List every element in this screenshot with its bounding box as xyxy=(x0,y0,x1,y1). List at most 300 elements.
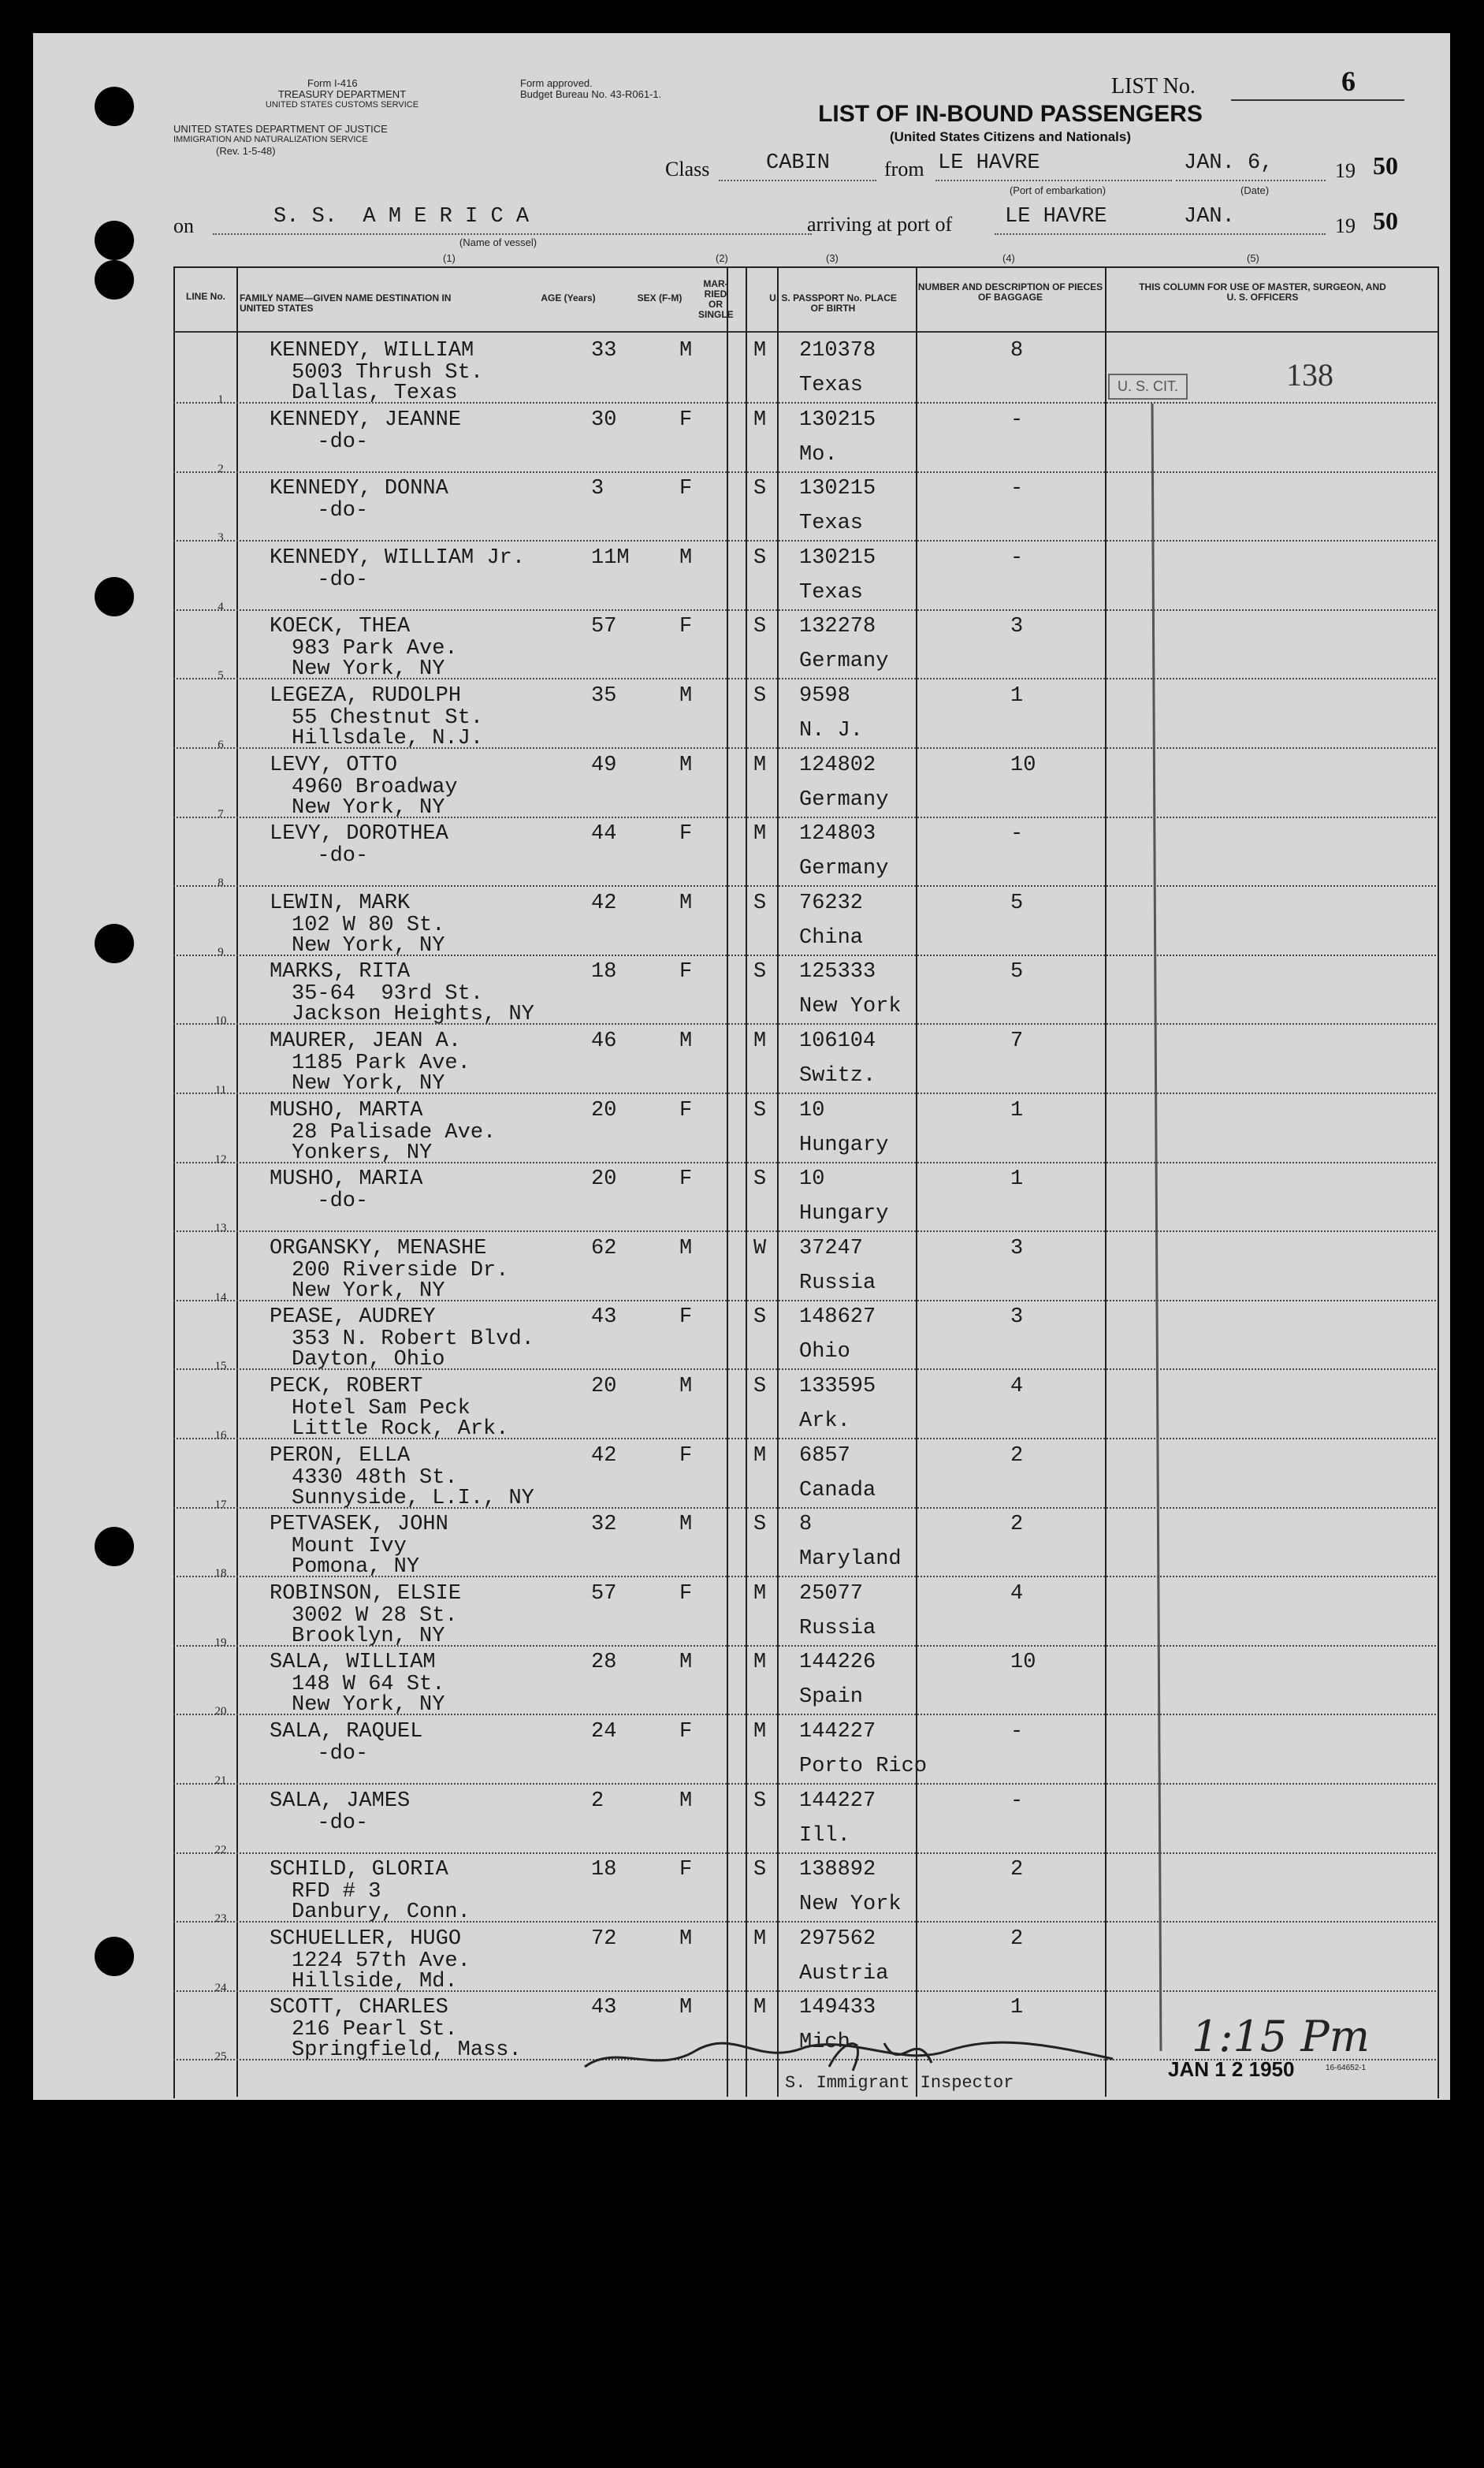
age-value: 49 xyxy=(591,753,617,777)
age-value: 30 xyxy=(591,408,617,432)
marital-value: S xyxy=(753,545,767,570)
address-line-2: Pomona, NY xyxy=(292,1555,420,1580)
header-name: FAMILY NAME—GIVEN NAME DESTINATION IN UNITED STATES xyxy=(240,292,452,314)
age-value: 33 xyxy=(591,339,617,363)
punch-hole xyxy=(95,260,134,300)
punch-hole xyxy=(95,1527,134,1566)
passenger-name: SALA, JAMES xyxy=(270,1789,411,1813)
line-number: 10 xyxy=(214,1014,227,1028)
form-sheet xyxy=(33,33,1450,2100)
address-line-1: 200 Riverside Dr. xyxy=(292,1258,509,1282)
treasury-label: TREASURY DEPARTMENT xyxy=(277,88,407,100)
count-note: 138 xyxy=(1286,357,1333,393)
passenger-row xyxy=(173,1646,1436,1718)
passenger-name: PECK, ROBERT xyxy=(270,1375,423,1398)
passenger-name: MARKS, RITA xyxy=(270,960,411,985)
place-of-birth: Austria xyxy=(799,1961,889,1986)
age-value: 2 xyxy=(591,1789,604,1813)
baggage-count: 3 xyxy=(1010,1236,1024,1260)
age-value: 32 xyxy=(591,1513,617,1537)
inspector-signature xyxy=(569,2019,1136,2083)
passport-number: 6857 xyxy=(799,1443,850,1468)
address-line-2: New York, NY xyxy=(292,1279,445,1303)
sex-value: F xyxy=(679,408,693,432)
passport-number: 124802 xyxy=(799,753,876,777)
baggage-count: 4 xyxy=(1010,1581,1024,1606)
passport-number: 130215 xyxy=(799,408,876,432)
sex-value: F xyxy=(679,615,693,639)
place-of-birth: Texas xyxy=(799,512,864,536)
place-of-birth: New York xyxy=(799,995,902,1019)
baggage-count: 8 xyxy=(1010,339,1024,363)
line-number: 13 xyxy=(214,1222,227,1235)
passenger-name: SCHUELLER, HUGO xyxy=(270,1926,462,1951)
address-line-1: 353 N. Robert Blvd. xyxy=(292,1327,534,1352)
passport-number: 297562 xyxy=(799,1926,876,1951)
age-value: 24 xyxy=(591,1720,617,1744)
sex-value: M xyxy=(679,1996,693,2020)
passport-number: 10 xyxy=(799,1098,825,1122)
col-num-1: (1) xyxy=(443,252,456,264)
date-year-prefix: 19 xyxy=(1335,159,1356,182)
passenger-row xyxy=(173,1094,1436,1166)
marital-value: S xyxy=(753,1305,767,1330)
sex-value: M xyxy=(679,545,693,570)
vessel-note: (Name of vessel) xyxy=(459,236,537,248)
passenger-row xyxy=(173,542,1436,611)
age-value: 57 xyxy=(591,615,617,639)
passenger-name: LEVY, OTTO xyxy=(270,753,398,777)
address-line-1: -do- xyxy=(292,1742,369,1766)
arriving-label: arriving at port of xyxy=(807,213,953,236)
header-married: MAR-RIED OR SINGLE xyxy=(698,278,734,320)
place-of-birth: Ill. xyxy=(799,1823,850,1848)
address-line-2: Brooklyn, NY xyxy=(292,1624,445,1648)
place-of-birth: Texas xyxy=(799,580,864,605)
passenger-name: KOECK, THEA xyxy=(270,615,411,639)
place-of-birth: Hungary xyxy=(799,1202,889,1227)
marital-value: M xyxy=(753,753,767,777)
address-line-1: 1224 57th Ave. xyxy=(292,1949,470,1973)
header-baggage: NUMBER AND DESCRIPTION OF PIECES OF BAGGAGE xyxy=(917,281,1103,303)
line-number: 14 xyxy=(214,1290,227,1304)
passenger-name: SALA, RAQUEL xyxy=(270,1720,423,1744)
passport-number: 133595 xyxy=(799,1375,876,1398)
address-line-1: 5003 Thrush St. xyxy=(292,361,484,385)
passenger-name: SCHILD, GLORIA xyxy=(270,1858,448,1882)
age-value: 20 xyxy=(591,1167,617,1192)
passenger-row xyxy=(173,1715,1436,1785)
marital-value: S xyxy=(753,1098,767,1122)
age-value: 43 xyxy=(591,1996,617,2020)
passenger-name: MAURER, JEAN A. xyxy=(270,1029,462,1053)
marital-value: W xyxy=(753,1236,767,1260)
baggage-count: 4 xyxy=(1010,1375,1024,1398)
sex-value: F xyxy=(679,960,693,985)
place-of-birth: Texas xyxy=(799,374,864,397)
date-stamp: JAN 1 2 1950 xyxy=(1168,2057,1295,2081)
age-value: 72 xyxy=(591,1926,617,1951)
passenger-row xyxy=(173,955,1436,1028)
age-value: 20 xyxy=(591,1098,617,1122)
age-value: 44 xyxy=(591,822,617,847)
passenger-row xyxy=(173,472,1436,545)
address-line-2: Dallas, Texas xyxy=(292,382,458,405)
class-value: CABIN xyxy=(766,151,831,175)
sex-value: M xyxy=(679,1236,693,1260)
passport-number: 144226 xyxy=(799,1651,876,1675)
address-line-1: 102 W 80 St. xyxy=(292,913,445,937)
line-number: 9 xyxy=(218,945,224,959)
marital-value: M xyxy=(753,1581,767,1606)
passenger-name: KENNEDY, DONNA xyxy=(270,477,448,501)
address-line-2: New York, NY xyxy=(292,1072,445,1096)
age-value: 28 xyxy=(591,1651,617,1675)
age-value: 46 xyxy=(591,1029,617,1053)
passenger-row xyxy=(173,1577,1436,1647)
marital-value: S xyxy=(753,1167,767,1192)
place-of-birth: China xyxy=(799,925,864,950)
sex-value: F xyxy=(679,477,693,501)
place-of-birth: Canada xyxy=(799,1478,876,1502)
address-line-1: 55 Chestnut St. xyxy=(292,706,484,730)
passenger-row xyxy=(173,1301,1436,1373)
line-number: 1 xyxy=(218,393,224,406)
marital-value: M xyxy=(753,1720,767,1744)
line-number: 18 xyxy=(214,1567,227,1580)
punch-hole xyxy=(95,1937,134,1976)
passport-number: 149433 xyxy=(799,1996,876,2020)
sex-value: M xyxy=(679,1029,693,1053)
line-number: 2 xyxy=(218,462,224,475)
age-value: 11M xyxy=(591,545,630,570)
marital-value: M xyxy=(753,1996,767,2020)
place-of-birth: Germany xyxy=(799,857,889,881)
budget-label: Budget Bureau No. 43-R061-1. xyxy=(520,88,662,100)
passenger-row xyxy=(173,1232,1436,1304)
passenger-row xyxy=(173,887,1436,959)
sex-value: M xyxy=(679,1651,693,1675)
passenger-name: KENNEDY, WILLIAM xyxy=(270,339,474,363)
passport-number: 106104 xyxy=(799,1029,876,1053)
baggage-count: 2 xyxy=(1010,1926,1024,1951)
marital-value: M xyxy=(753,1029,767,1053)
passenger-name: LEGEZA, RUDOLPH xyxy=(270,684,462,708)
passenger-name: MUSHO, MARTA xyxy=(270,1098,423,1122)
place-of-birth: Hungary xyxy=(799,1133,889,1157)
age-value: 3 xyxy=(591,477,604,501)
sex-value: F xyxy=(679,1167,693,1192)
marital-value: M xyxy=(753,408,767,432)
baggage-count: - xyxy=(1010,822,1024,847)
passenger-row xyxy=(173,1025,1436,1094)
address-line-1: 1185 Park Ave. xyxy=(292,1052,470,1075)
age-value: 18 xyxy=(591,960,617,985)
place-of-birth: Mo. xyxy=(799,442,838,467)
baggage-count: 10 xyxy=(1010,1651,1036,1675)
baggage-count: 2 xyxy=(1010,1513,1024,1537)
passenger-name: SALA, WILLIAM xyxy=(270,1651,436,1675)
passport-number: 124803 xyxy=(799,822,876,847)
address-line-1: RFD # 3 xyxy=(292,1880,381,1904)
line-number: 22 xyxy=(214,1843,227,1856)
punch-hole xyxy=(95,577,134,616)
marital-value: S xyxy=(753,891,767,915)
line-number: 4 xyxy=(218,600,224,613)
marital-value: S xyxy=(753,1858,767,1882)
place-of-birth: Switz. xyxy=(799,1064,876,1088)
line-number: 17 xyxy=(214,1498,227,1511)
passenger-row xyxy=(173,1923,1436,1992)
baggage-count: 7 xyxy=(1010,1029,1024,1053)
address-line-1: -do- xyxy=(292,1189,369,1214)
marital-value: M xyxy=(753,339,767,363)
passenger-row xyxy=(173,817,1436,890)
time-note: 1:15 Pm xyxy=(1192,2012,1370,2061)
passport-number: 25077 xyxy=(799,1581,864,1606)
sex-value: F xyxy=(679,1098,693,1122)
line-number: 24 xyxy=(214,1981,227,1994)
embark-note: (Port of embarkation) xyxy=(1009,184,1106,196)
passport-number: 130215 xyxy=(799,545,876,570)
marital-value: S xyxy=(753,960,767,985)
marital-value: S xyxy=(753,1375,767,1398)
header-line-no: LINE No. xyxy=(186,291,225,302)
passport-number: 210378 xyxy=(799,339,876,363)
passenger-name: KENNEDY, JEANNE xyxy=(270,408,462,432)
line-number: 19 xyxy=(214,1636,227,1649)
marital-value: S xyxy=(753,1789,767,1813)
address-line-1: 4330 48th St. xyxy=(292,1465,458,1490)
address-line-1: 28 Palisade Ave. xyxy=(292,1120,497,1145)
passport-number: 132278 xyxy=(799,615,876,639)
marital-value: M xyxy=(753,822,767,847)
baggage-count: 2 xyxy=(1010,1443,1024,1468)
baggage-count: 3 xyxy=(1010,615,1024,639)
justice-label: UNITED STATES DEPARTMENT OF JUSTICE xyxy=(173,123,388,135)
sex-value: M xyxy=(679,1513,693,1537)
header-passport: U. S. PASSPORT No. PLACE OF BIRTH xyxy=(769,292,897,314)
arriving-port: LE HAVRE xyxy=(1005,205,1107,229)
baggage-count: 1 xyxy=(1010,1167,1024,1192)
list-no-value: 6 xyxy=(1341,65,1356,97)
ins-label: IMMIGRATION AND NATURALIZATION SERVICE xyxy=(173,135,368,144)
vessel-name: S. S. A M E R I C A xyxy=(273,205,530,229)
passenger-name: LEWIN, MARK xyxy=(270,891,411,915)
line-number: 21 xyxy=(214,1774,227,1787)
line-number: 23 xyxy=(214,1912,227,1926)
passenger-name: MUSHO, MARIA xyxy=(270,1167,423,1192)
address-line-1: 983 Park Ave. xyxy=(292,637,458,661)
age-value: 42 xyxy=(591,1443,617,1468)
date-value: JAN. 6, xyxy=(1184,151,1274,175)
address-line-2: New York, NY xyxy=(292,657,445,682)
baggage-count: 5 xyxy=(1010,960,1024,985)
line-number: 15 xyxy=(214,1360,227,1373)
address-line-2: Yonkers, NY xyxy=(292,1141,433,1165)
sex-value: M xyxy=(679,753,693,777)
sex-value: F xyxy=(679,822,693,847)
address-line-2: Hillside, Md. xyxy=(292,1969,458,1993)
marital-value: S xyxy=(753,1513,767,1537)
baggage-count: - xyxy=(1010,1789,1024,1813)
place-of-birth: New York xyxy=(799,1893,902,1917)
address-line-1: 4960 Broadway xyxy=(292,775,458,799)
place-of-birth: N. J. xyxy=(799,719,864,743)
marital-value: M xyxy=(753,1926,767,1951)
arriving-year: 50 xyxy=(1373,207,1398,235)
passenger-name: PETVASEK, JOHN xyxy=(270,1513,448,1537)
age-value: 42 xyxy=(591,891,617,915)
passenger-name: PERON, ELLA xyxy=(270,1443,411,1468)
col-num-5: (5) xyxy=(1247,252,1259,264)
on-label: on xyxy=(173,214,194,237)
approved-label: Form approved. xyxy=(520,77,593,89)
age-value: 43 xyxy=(591,1305,617,1330)
passenger-row xyxy=(173,1163,1436,1235)
arriving-date: JAN. xyxy=(1184,205,1235,229)
marital-value: S xyxy=(753,615,767,639)
sex-value: F xyxy=(679,1305,693,1330)
baggage-count: - xyxy=(1010,1720,1024,1744)
arriving-year-prefix: 19 xyxy=(1335,214,1356,237)
line-number: 6 xyxy=(218,739,224,751)
baggage-count: - xyxy=(1010,408,1024,432)
passenger-row xyxy=(173,1508,1436,1580)
sex-value: F xyxy=(679,1720,693,1744)
address-line-2: Danbury, Conn. xyxy=(292,1900,470,1925)
passenger-row xyxy=(173,749,1436,821)
age-value: 35 xyxy=(591,684,617,708)
address-line-2: Little Rock, Ark. xyxy=(292,1417,509,1441)
passport-number: 144227 xyxy=(799,1720,876,1744)
revision-label: (Rev. 1-5-48) xyxy=(216,145,276,157)
place-of-birth: Russia xyxy=(799,1616,876,1640)
baggage-count: 2 xyxy=(1010,1858,1024,1882)
passenger-name: ROBINSON, ELSIE xyxy=(270,1581,462,1606)
us-cit-stamp: U. S. CIT. xyxy=(1108,374,1188,400)
passport-number: 8 xyxy=(799,1513,813,1537)
form-code: 16-64652-1 xyxy=(1326,2064,1367,2072)
marital-value: M xyxy=(753,1651,767,1675)
passenger-row xyxy=(173,610,1436,683)
list-no-label: LIST No. xyxy=(1111,74,1196,99)
passenger-row xyxy=(173,1853,1436,1926)
address-line-1: 3002 W 28 St. xyxy=(292,1603,458,1628)
passport-number: 37247 xyxy=(799,1236,864,1260)
passport-number: 76232 xyxy=(799,891,864,915)
baggage-count: 5 xyxy=(1010,891,1024,915)
place-of-birth: Mich. xyxy=(799,2031,864,2055)
passenger-row xyxy=(173,404,1436,473)
date-note: (Date) xyxy=(1240,184,1270,196)
passport-number: 10 xyxy=(799,1167,825,1192)
address-line-2: Sunnyside, L.I., NY xyxy=(292,1486,534,1510)
address-line-1: -do- xyxy=(292,844,369,869)
marital-value: S xyxy=(753,477,767,501)
line-number: 7 xyxy=(218,807,224,821)
line-number: 20 xyxy=(214,1705,227,1718)
passport-number: 130215 xyxy=(799,477,876,501)
address-line-1: -do- xyxy=(292,1811,369,1835)
address-line-1: Mount Ivy xyxy=(292,1535,407,1559)
line-number: 3 xyxy=(218,531,224,545)
inspector-label: S. Immigrant Inspector xyxy=(785,2073,1014,2093)
age-value: 20 xyxy=(591,1375,617,1398)
address-line-2: New York, NY xyxy=(292,795,445,820)
line-number: 25 xyxy=(214,2050,227,2064)
header-officers: THIS COLUMN FOR USE OF MASTER, SURGEON, AND U. S. OFFICERS xyxy=(1139,281,1386,303)
passenger-name: ORGANSKY, MENASHE xyxy=(270,1236,487,1260)
address-line-1: -do- xyxy=(292,568,369,592)
place-of-birth: Porto Rico xyxy=(799,1755,928,1778)
sex-value: F xyxy=(679,1443,693,1468)
col-num-3: (3) xyxy=(826,252,839,264)
passenger-row xyxy=(173,1439,1436,1509)
marital-value: S xyxy=(753,684,767,708)
header-age: AGE (Years) xyxy=(541,292,596,303)
passport-number: 138892 xyxy=(799,1858,876,1882)
place-of-birth: Germany xyxy=(799,650,889,674)
header-sex: SEX (F-M) xyxy=(637,292,682,303)
line-number: 16 xyxy=(214,1429,227,1442)
line-number: 8 xyxy=(218,877,224,890)
passenger-row xyxy=(173,334,1436,404)
sex-value: M xyxy=(679,1926,693,1951)
baggage-count: 1 xyxy=(1010,684,1024,708)
passenger-name: PEASE, AUDREY xyxy=(270,1305,436,1330)
place-of-birth: Ohio xyxy=(799,1340,850,1364)
sex-value: M xyxy=(679,684,693,708)
page-title: LIST OF IN-BOUND PASSENGERS xyxy=(818,101,1203,127)
passport-number: 148627 xyxy=(799,1305,876,1330)
baggage-count: 3 xyxy=(1010,1305,1024,1330)
address-line-2: New York, NY xyxy=(292,933,445,958)
page-subtitle: (United States Citizens and Nationals) xyxy=(889,129,1132,144)
line-number: 12 xyxy=(214,1152,227,1166)
punch-hole xyxy=(95,87,134,126)
age-value: 57 xyxy=(591,1581,617,1606)
address-line-2: Springfield, Mass. xyxy=(292,2038,522,2063)
col-num-4: (4) xyxy=(1002,252,1015,264)
passenger-name: LEVY, DOROTHEA xyxy=(270,822,448,847)
sex-value: F xyxy=(679,1581,693,1606)
passport-number: 125333 xyxy=(799,960,876,985)
punch-hole xyxy=(95,924,134,963)
baggage-count: 1 xyxy=(1010,1996,1024,2020)
address-line-1: -do- xyxy=(292,499,369,523)
baggage-count: - xyxy=(1010,477,1024,501)
place-of-birth: Russia xyxy=(799,1271,876,1295)
passenger-row xyxy=(173,1370,1436,1442)
passenger-name: SCOTT, CHARLES xyxy=(270,1996,448,2020)
line-number: 11 xyxy=(214,1084,227,1096)
from-value: LE HAVRE xyxy=(938,151,1040,175)
sex-value: M xyxy=(679,1789,693,1813)
place-of-birth: Maryland xyxy=(799,1547,902,1572)
baggage-count: 1 xyxy=(1010,1098,1024,1122)
passport-number: 9598 xyxy=(799,684,850,708)
baggage-count: - xyxy=(1010,545,1024,570)
marital-value: M xyxy=(753,1443,767,1468)
address-line-1: Hotel Sam Peck xyxy=(292,1397,470,1420)
address-line-1: 148 W 64 St. xyxy=(292,1673,445,1697)
line-number: 5 xyxy=(218,669,224,683)
passenger-row xyxy=(173,1785,1436,1854)
address-line-2: New York, NY xyxy=(292,1693,445,1718)
passenger-name: KENNEDY, WILLIAM Jr. xyxy=(270,545,526,570)
passenger-row xyxy=(173,679,1436,749)
